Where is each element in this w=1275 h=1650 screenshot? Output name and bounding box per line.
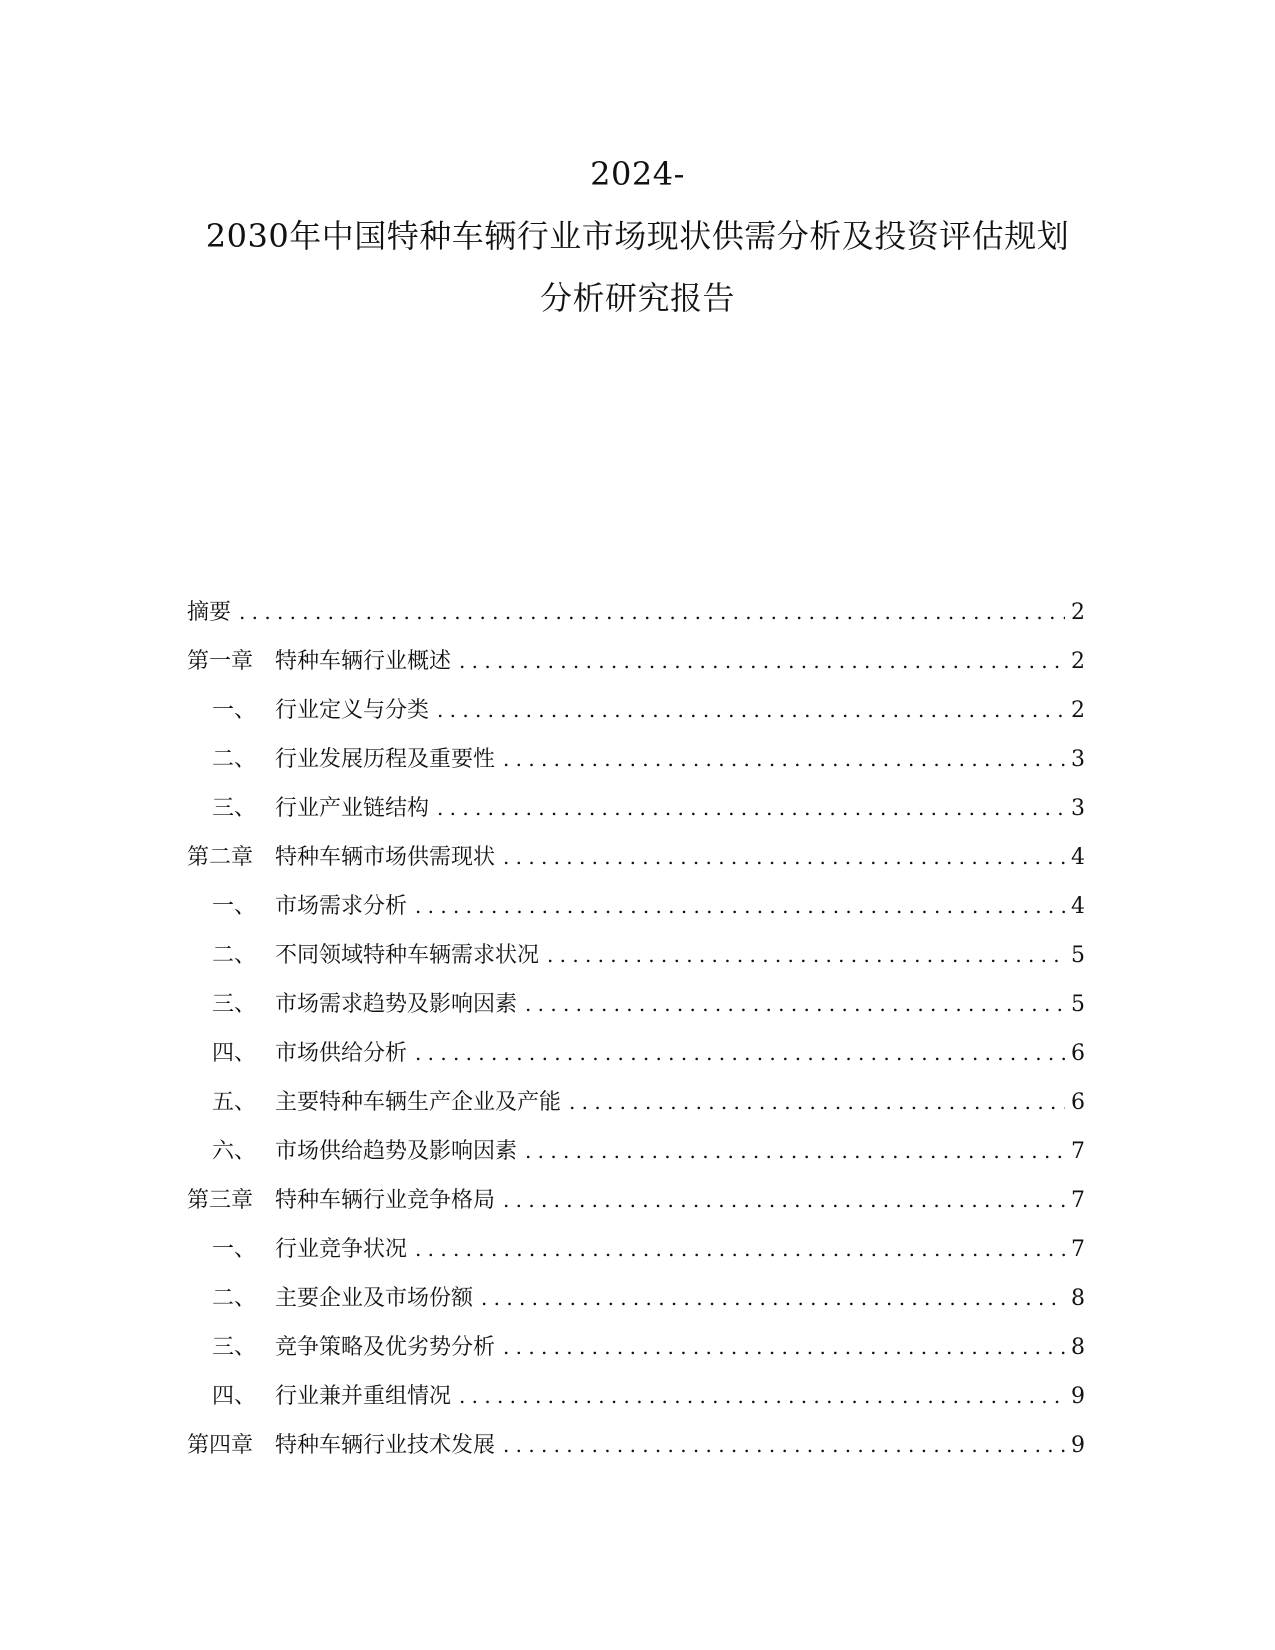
toc-entry-text: 市场供给分析 (275, 1041, 408, 1066)
toc-entry-text: 行业发展历程及重要性 (275, 747, 496, 772)
toc-page-number: 6 (1071, 1041, 1085, 1066)
title-line-2: 2030年中国特种车辆行业市场现状供需分析及投资评估规划 (205, 217, 1070, 255)
toc-page-number: 7 (1071, 1139, 1085, 1164)
toc-dot-leader (437, 695, 1065, 725)
toc-entry-number: 二、 (212, 943, 257, 968)
toc-entry[interactable] (187, 1381, 1085, 1430)
toc-entry-number: 三、 (212, 1335, 257, 1360)
toc-entry-number: 四、 (212, 1384, 257, 1409)
toc-entry-text: 主要企业及市场份额 (275, 1286, 474, 1311)
toc-entry-text: 行业竞争状况 (275, 1237, 408, 1262)
toc-page-number: 4 (1071, 845, 1085, 870)
toc-dot-leader (415, 891, 1065, 921)
toc-page-number: 9 (1071, 1384, 1085, 1409)
toc-entry-label (212, 745, 495, 775)
toc-entry[interactable] (187, 989, 1085, 1038)
toc-entry[interactable] (187, 1234, 1085, 1283)
toc-entry-number: 五、 (212, 1090, 257, 1115)
toc-page-number: 2 (1071, 698, 1085, 723)
toc-page-number: 5 (1071, 992, 1085, 1017)
toc-entry-label (212, 1382, 451, 1412)
toc-entry-label (212, 1137, 517, 1167)
toc-entry-text: 市场供给趋势及影响因素 (275, 1139, 518, 1164)
toc-entry[interactable] (187, 1430, 1085, 1479)
toc-entry[interactable] (187, 940, 1085, 989)
toc-entry-text: 特种车辆行业概述 (275, 649, 452, 674)
toc-entry-label (212, 794, 429, 824)
toc-entry[interactable] (187, 1087, 1085, 1136)
toc-entry-text: 行业兼并重组情况 (275, 1384, 452, 1409)
toc-page-number: 2 (1071, 649, 1085, 674)
toc-page-number: 6 (1071, 1090, 1085, 1115)
toc-entry-text: 竞争策略及优劣势分析 (275, 1335, 496, 1360)
toc-entry-number: 第四章 (187, 1433, 254, 1458)
title-line-3: 分析研究报告 (539, 279, 735, 317)
toc-entry-label (187, 598, 231, 628)
toc-entry-number: 第二章 (187, 845, 254, 870)
toc-entry-number: 一、 (212, 894, 257, 919)
toc-entry-number: 一、 (212, 698, 257, 723)
toc-entry[interactable] (187, 842, 1085, 891)
toc-entry-number: 第三章 (187, 1188, 254, 1213)
toc-entry[interactable] (187, 891, 1085, 940)
toc-dot-leader (415, 1234, 1065, 1264)
toc-page-number: 3 (1071, 747, 1085, 772)
toc-entry[interactable] (187, 1332, 1085, 1381)
toc-dot-leader (437, 793, 1065, 823)
toc-entry-label (212, 1333, 495, 1363)
toc-dot-leader (459, 1381, 1065, 1411)
toc-entry[interactable] (187, 597, 1085, 646)
toc-entry-text: 行业定义与分类 (275, 698, 430, 723)
toc-dot-leader (503, 1185, 1065, 1215)
toc-entry-text: 市场需求分析 (275, 894, 408, 919)
toc-entry-number: 二、 (212, 1286, 257, 1311)
toc-entry[interactable] (187, 1283, 1085, 1332)
toc-dot-leader (525, 1136, 1065, 1166)
toc-entry-number: 三、 (212, 992, 257, 1017)
toc-entry-text: 行业产业链结构 (275, 796, 430, 821)
toc-page-number: 8 (1071, 1286, 1085, 1311)
toc-entry-label (212, 990, 517, 1020)
toc-dot-leader (415, 1038, 1065, 1068)
toc-page-number: 3 (1071, 796, 1085, 821)
toc-entry-label (212, 941, 539, 971)
toc-entry-label (212, 892, 407, 922)
toc-dot-leader (503, 1332, 1065, 1362)
toc-entry-label (212, 1039, 407, 1069)
toc-entry-text: 主要特种车辆生产企业及产能 (275, 1090, 562, 1115)
toc-entry-number: 四、 (212, 1041, 257, 1066)
toc-entry-label (187, 647, 451, 677)
toc-entry[interactable] (187, 744, 1085, 793)
toc-entry-number: 二、 (212, 747, 257, 772)
toc-entry-label (212, 1088, 561, 1118)
toc-entry-number: 六、 (212, 1139, 257, 1164)
toc-entry-label (212, 1235, 407, 1265)
toc-dot-leader (481, 1283, 1065, 1313)
toc-entry-text: 不同领域特种车辆需求状况 (275, 943, 540, 968)
toc-entry-number: 三、 (212, 796, 257, 821)
toc-entry-label (187, 1186, 495, 1216)
toc-entry-text: 特种车辆市场供需现状 (275, 845, 496, 870)
toc-entry-label (187, 1431, 495, 1461)
toc-entry[interactable] (187, 1038, 1085, 1087)
toc-entry-number: 一、 (212, 1237, 257, 1262)
toc-entry-number: 第一章 (187, 649, 254, 674)
toc-entry[interactable] (187, 695, 1085, 744)
toc-entry-text: 摘要 (187, 600, 232, 625)
toc-dot-leader (525, 989, 1065, 1019)
toc-dot-leader (503, 842, 1065, 872)
toc-entry-label (212, 1284, 473, 1314)
toc-page-number: 4 (1071, 894, 1085, 919)
title-line-1: 2024- (590, 155, 685, 193)
report-title (0, 143, 1275, 329)
toc-page-number: 9 (1071, 1433, 1085, 1458)
toc-dot-leader (503, 1430, 1065, 1460)
toc-entry[interactable] (187, 1185, 1085, 1234)
toc-entry[interactable] (187, 646, 1085, 695)
toc-entry-label (187, 843, 495, 873)
toc-dot-leader (569, 1087, 1065, 1117)
toc-dot-leader (239, 597, 1065, 627)
toc-entry-text: 特种车辆行业技术发展 (275, 1433, 496, 1458)
toc-entry-text: 特种车辆行业竞争格局 (275, 1188, 496, 1213)
toc-entry-text: 市场需求趋势及影响因素 (275, 992, 518, 1017)
toc-page-number: 7 (1071, 1237, 1085, 1262)
toc-dot-leader (547, 940, 1065, 970)
toc-dot-leader (503, 744, 1065, 774)
toc-page-number: 7 (1071, 1188, 1085, 1213)
toc-page-number: 2 (1071, 600, 1085, 625)
toc-entry-label (212, 696, 429, 726)
toc-page-number: 8 (1071, 1335, 1085, 1360)
toc-page-number: 5 (1071, 943, 1085, 968)
toc-entry[interactable] (187, 1136, 1085, 1185)
table-of-contents (187, 597, 1085, 1479)
toc-entry[interactable] (187, 793, 1085, 842)
toc-dot-leader (459, 646, 1065, 676)
